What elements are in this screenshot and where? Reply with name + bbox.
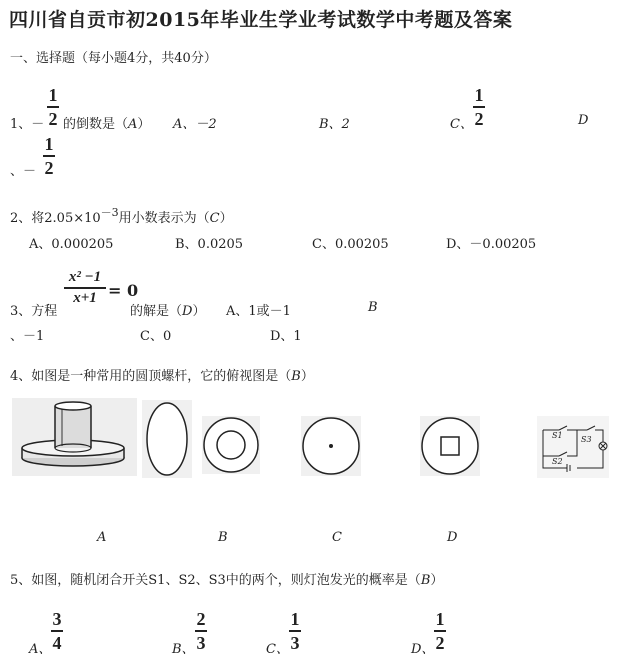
q1-option-d-fraction: 1 2 [44, 134, 54, 178]
q3-option-c: C、0 [140, 329, 172, 344]
q4-stem: 4、如图是一种常用的圆顶螺杆，它的俯视图是（B） [10, 369, 314, 384]
q3-stem: 的解是（D） [130, 304, 206, 319]
q5-option-d-label: D、 [411, 642, 435, 657]
q1-fraction: 1 2 [48, 85, 58, 129]
q4-option-a-figure [142, 400, 192, 478]
q3-option-b: B [368, 300, 378, 315]
q1-option-c: C、 [450, 117, 473, 132]
q4-label-d: D [447, 530, 458, 545]
circuit-diagram [537, 416, 609, 478]
q3-equation-rhs: = 0 [108, 281, 139, 300]
q1-option-d-cont: 、－ [10, 164, 37, 179]
q1-stem: 的倒数是（A） [63, 117, 151, 132]
bolt-3d-figure [12, 398, 137, 476]
q2-option-c: C、0.00205 [312, 237, 389, 252]
q1-option-d: D [578, 113, 589, 128]
q3-option-a: A、1或－1 [226, 304, 291, 319]
q5-option-c-fraction: 1 3 [290, 609, 300, 653]
q5-option-b-label: B、 [172, 642, 195, 657]
q4-label-a: A [97, 530, 107, 545]
q2-stem: 2、将$2.05\times 10^{-3}$用小数表示为（C） [10, 206, 233, 226]
q3-option-b-cont: 、－1 [10, 329, 45, 344]
q1-option-b: B、2 [319, 117, 350, 132]
q4-option-b-figure [202, 416, 260, 474]
q3-equation-fraction: x² −1 x+1 [64, 270, 106, 306]
q2-option-a: A、0.000205 [29, 237, 114, 252]
q5-stem: 5、如图，随机闭合开关S1、S2、S3中的两个，则灯泡发光的概率是（B） [10, 573, 444, 588]
q4-option-d-figure [420, 416, 480, 476]
q3-label: 3、方程 [10, 304, 58, 319]
q5-option-a-label: A、 [29, 642, 52, 657]
q5-option-b-fraction: 2 3 [196, 609, 206, 653]
page-title: 四川省自贡市初2015年毕业生学业考试数学中考题及答案 [9, 9, 513, 31]
q1-option-c-fraction: 1 2 [474, 85, 484, 129]
circuit-label-s2: S2 [552, 457, 563, 466]
section-heading: 一、选择题（每小题4分，共40分） [10, 51, 217, 66]
circuit-label-s1: S1 [552, 431, 563, 440]
q1-number: 1、－ [10, 117, 45, 132]
q1-option-a: A、－2 [173, 117, 217, 132]
q3-option-d: D、1 [270, 329, 302, 344]
q4-option-c-figure [301, 416, 361, 476]
circuit-label-s3: S3 [581, 435, 592, 444]
q5-option-c-label: C、 [266, 642, 289, 657]
q5-option-d-fraction: 1 2 [435, 609, 445, 653]
q4-label-b: B [218, 530, 228, 545]
q2-option-b: B、0.0205 [175, 237, 244, 252]
q4-label-c: C [332, 530, 342, 545]
q5-option-a-fraction: 3 4 [52, 609, 62, 653]
q2-option-d: D、－0.00205 [446, 237, 537, 252]
